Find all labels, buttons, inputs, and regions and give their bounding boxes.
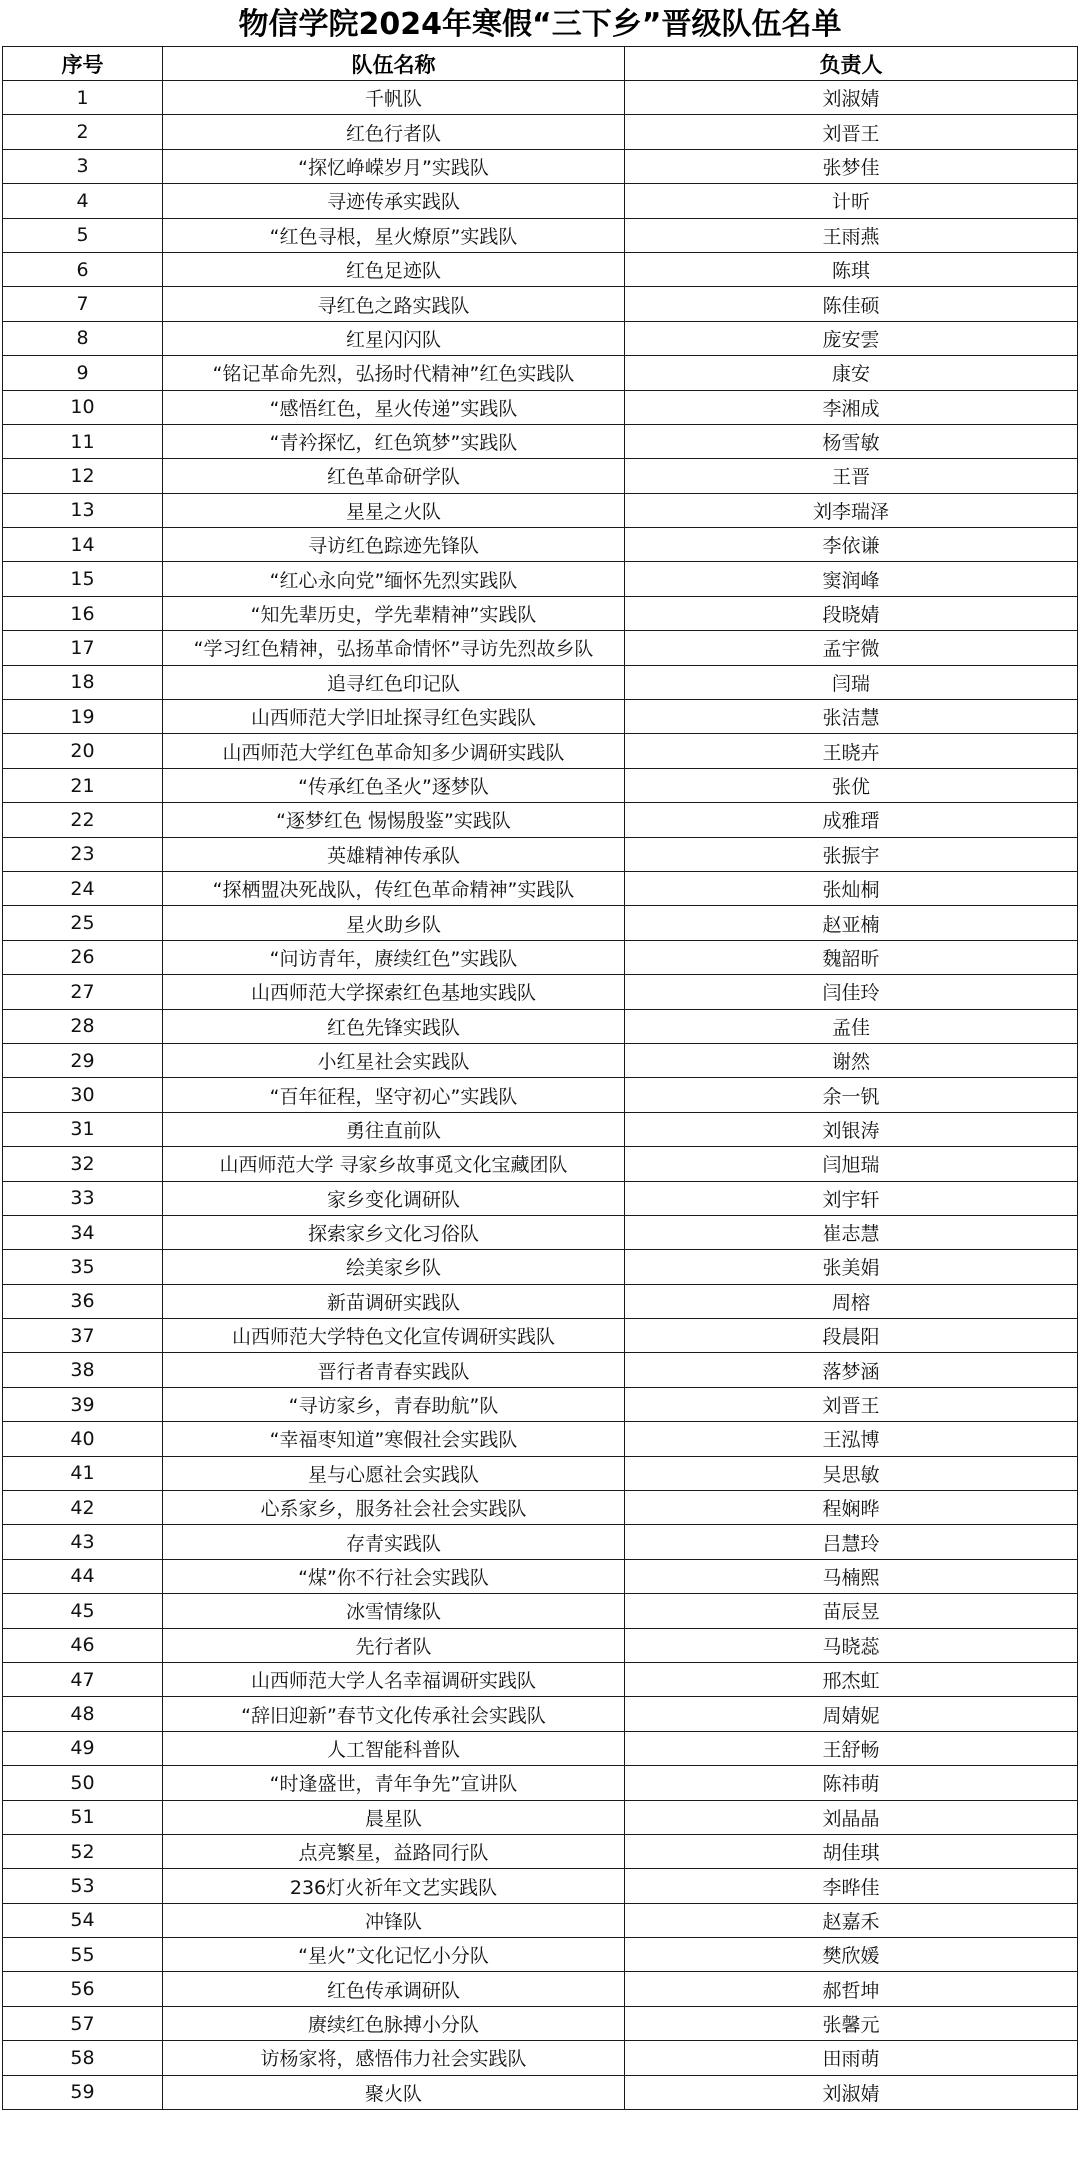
cell-index: 31 xyxy=(3,1112,163,1146)
table-row xyxy=(3,81,1078,115)
cell-leader: 刘晋王 xyxy=(625,1387,1078,1421)
page-title: 物信学院2024年寒假“三下乡”晋级队伍名单 xyxy=(238,7,842,42)
table-row xyxy=(3,390,1078,424)
cell-index: 23 xyxy=(3,837,163,871)
table-row xyxy=(3,1009,1078,1043)
cell-team-name: 千帆队 xyxy=(163,81,625,115)
table-row xyxy=(3,2075,1078,2109)
cell-index: 39 xyxy=(3,1387,163,1421)
cell-index: 26 xyxy=(3,940,163,974)
table-row xyxy=(3,287,1078,321)
table-row xyxy=(3,665,1078,699)
cell-leader: 计昕 xyxy=(625,184,1078,218)
cell-leader: 孟宇微 xyxy=(625,631,1078,665)
cell-leader: 田雨萌 xyxy=(625,2041,1078,2075)
table-row xyxy=(3,837,1078,871)
table-row xyxy=(3,700,1078,734)
cell-team-name: “煤”你不行社会实践队 xyxy=(163,1559,625,1593)
table-row xyxy=(3,115,1078,149)
table-row xyxy=(3,631,1078,665)
cell-leader: 刘宇轩 xyxy=(625,1181,1078,1215)
cell-team-name: “探忆峥嵘岁月”实践队 xyxy=(163,149,625,183)
cell-index: 7 xyxy=(3,287,163,321)
cell-leader: 苗辰昱 xyxy=(625,1594,1078,1628)
cell-leader: 庞安雲 xyxy=(625,321,1078,355)
cell-index: 24 xyxy=(3,871,163,905)
column-header-index: 序号 xyxy=(3,47,163,81)
cell-leader: 张优 xyxy=(625,768,1078,802)
cell-leader: 闫瑞 xyxy=(625,665,1078,699)
cell-leader: 谢然 xyxy=(625,1043,1078,1077)
cell-index: 30 xyxy=(3,1078,163,1112)
cell-index: 44 xyxy=(3,1559,163,1593)
cell-team-name: “星火”文化记忆小分队 xyxy=(163,1938,625,1972)
cell-team-name: “感悟红色，星火传递”实践队 xyxy=(163,390,625,424)
cell-index: 19 xyxy=(3,700,163,734)
cell-leader: 段晓婧 xyxy=(625,596,1078,630)
table-row xyxy=(3,1834,1078,1868)
cell-team-name: 236灯火祈年文艺实践队 xyxy=(163,1869,625,1903)
cell-index: 25 xyxy=(3,906,163,940)
cell-index: 59 xyxy=(3,2075,163,2109)
team-list-table xyxy=(2,46,1078,2110)
cell-index: 40 xyxy=(3,1422,163,1456)
cell-index: 49 xyxy=(3,1731,163,1765)
cell-team-name: 勇往直前队 xyxy=(163,1112,625,1146)
cell-leader: 窦润峰 xyxy=(625,562,1078,596)
cell-team-name: “时逢盛世，青年争先”宣讲队 xyxy=(163,1766,625,1800)
cell-team-name: 山西师范大学探索红色基地实践队 xyxy=(163,975,625,1009)
table-row xyxy=(3,218,1078,252)
table-row xyxy=(3,1112,1078,1146)
cell-index: 11 xyxy=(3,424,163,458)
cell-leader: 刘晶晶 xyxy=(625,1800,1078,1834)
cell-index: 17 xyxy=(3,631,163,665)
cell-team-name: 山西师范大学红色革命知多少调研实践队 xyxy=(163,734,625,768)
cell-team-name: “知先辈历史，学先辈精神”实践队 xyxy=(163,596,625,630)
cell-index: 55 xyxy=(3,1938,163,1972)
cell-leader: 张灿桐 xyxy=(625,871,1078,905)
table-row xyxy=(3,528,1078,562)
cell-team-name: 红色足迹队 xyxy=(163,252,625,286)
cell-team-name: 访杨家将，感悟伟力社会实践队 xyxy=(163,2041,625,2075)
cell-leader: 崔志慧 xyxy=(625,1215,1078,1249)
cell-leader: 李湘成 xyxy=(625,390,1078,424)
cell-team-name: 冲锋队 xyxy=(163,1903,625,1937)
cell-leader: 陈祎萌 xyxy=(625,1766,1078,1800)
cell-team-name: “铭记革命先烈，弘扬时代精神”红色实践队 xyxy=(163,356,625,390)
cell-leader: 吕慧玲 xyxy=(625,1525,1078,1559)
cell-leader: 樊欣媛 xyxy=(625,1938,1078,1972)
cell-leader: 周榕 xyxy=(625,1284,1078,1318)
cell-index: 12 xyxy=(3,459,163,493)
cell-leader: 张振宇 xyxy=(625,837,1078,871)
cell-index: 34 xyxy=(3,1215,163,1249)
table-row xyxy=(3,768,1078,802)
table-row xyxy=(3,493,1078,527)
table-row xyxy=(3,1594,1078,1628)
cell-leader: 闫旭瑞 xyxy=(625,1147,1078,1181)
cell-index: 22 xyxy=(3,803,163,837)
cell-index: 10 xyxy=(3,390,163,424)
cell-team-name: 红色革命研学队 xyxy=(163,459,625,493)
cell-team-name: 晋行者青春实践队 xyxy=(163,1353,625,1387)
cell-team-name: “百年征程，坚守初心”实践队 xyxy=(163,1078,625,1112)
table-row xyxy=(3,1869,1078,1903)
cell-team-name: 家乡变化调研队 xyxy=(163,1181,625,1215)
cell-team-name: “逐梦红色 惕惕殷鉴”实践队 xyxy=(163,803,625,837)
table-row xyxy=(3,1559,1078,1593)
cell-team-name: “传承红色圣火”逐梦队 xyxy=(163,768,625,802)
cell-team-name: 先行者队 xyxy=(163,1628,625,1662)
cell-team-name: “寻访家乡，青春助航”队 xyxy=(163,1387,625,1421)
cell-team-name: 星星之火队 xyxy=(163,493,625,527)
cell-index: 35 xyxy=(3,1250,163,1284)
cell-leader: 余一钒 xyxy=(625,1078,1078,1112)
cell-leader: 段晨阳 xyxy=(625,1319,1078,1353)
table-row xyxy=(3,1662,1078,1696)
cell-index: 16 xyxy=(3,596,163,630)
cell-team-name: 人工智能科普队 xyxy=(163,1731,625,1765)
cell-team-name: 山西师范大学旧址探寻红色实践队 xyxy=(163,700,625,734)
cell-index: 18 xyxy=(3,665,163,699)
cell-leader: 赵嘉禾 xyxy=(625,1903,1078,1937)
cell-index: 46 xyxy=(3,1628,163,1662)
table-row xyxy=(3,1147,1078,1181)
cell-leader: 刘银涛 xyxy=(625,1112,1078,1146)
cell-team-name: 寻访红色踪迹先锋队 xyxy=(163,528,625,562)
cell-team-name: 点亮繁星，益路同行队 xyxy=(163,1834,625,1868)
cell-leader: 陈琪 xyxy=(625,252,1078,286)
cell-index: 29 xyxy=(3,1043,163,1077)
cell-team-name: 聚火队 xyxy=(163,2075,625,2109)
cell-team-name: 红色先锋实践队 xyxy=(163,1009,625,1043)
cell-team-name: 寻迹传承实践队 xyxy=(163,184,625,218)
cell-index: 53 xyxy=(3,1869,163,1903)
cell-leader: 刘晋王 xyxy=(625,115,1078,149)
cell-index: 54 xyxy=(3,1903,163,1937)
cell-leader: 郝哲坤 xyxy=(625,1972,1078,2006)
table-row xyxy=(3,2041,1078,2075)
cell-leader: 赵亚楠 xyxy=(625,906,1078,940)
cell-team-name: “辞旧迎新”春节文化传承社会实践队 xyxy=(163,1697,625,1731)
cell-leader: 周婧妮 xyxy=(625,1697,1078,1731)
cell-leader: 王雨燕 xyxy=(625,218,1078,252)
cell-team-name: “问访青年，赓续红色”实践队 xyxy=(163,940,625,974)
cell-leader: 吴思敏 xyxy=(625,1456,1078,1490)
table-body xyxy=(3,81,1078,2110)
table-row xyxy=(3,803,1078,837)
cell-leader: 李晔佳 xyxy=(625,1869,1078,1903)
table-row xyxy=(3,1353,1078,1387)
cell-team-name: “幸福枣知道”寒假社会实践队 xyxy=(163,1422,625,1456)
table-row xyxy=(3,424,1078,458)
cell-leader: 胡佳琪 xyxy=(625,1834,1078,1868)
table-row xyxy=(3,1972,1078,2006)
cell-team-name: “学习红色精神，弘扬革命情怀”寻访先烈故乡队 xyxy=(163,631,625,665)
table-row xyxy=(3,1766,1078,1800)
cell-leader: 王舒畅 xyxy=(625,1731,1078,1765)
cell-index: 50 xyxy=(3,1766,163,1800)
cell-team-name: 寻红色之路实践队 xyxy=(163,287,625,321)
table-row xyxy=(3,562,1078,596)
cell-index: 58 xyxy=(3,2041,163,2075)
cell-leader: 马晓蕊 xyxy=(625,1628,1078,1662)
table-row xyxy=(3,871,1078,905)
cell-leader: 刘淑婧 xyxy=(625,81,1078,115)
cell-team-name: 新苗调研实践队 xyxy=(163,1284,625,1318)
cell-team-name: 心系家乡，服务社会社会实践队 xyxy=(163,1491,625,1525)
table-row xyxy=(3,1697,1078,1731)
table-row xyxy=(3,1456,1078,1490)
cell-index: 9 xyxy=(3,356,163,390)
cell-leader: 张洁慧 xyxy=(625,700,1078,734)
cell-index: 38 xyxy=(3,1353,163,1387)
cell-leader: 邢杰虹 xyxy=(625,1662,1078,1696)
cell-index: 43 xyxy=(3,1525,163,1559)
cell-index: 37 xyxy=(3,1319,163,1353)
table-row xyxy=(3,184,1078,218)
cell-index: 1 xyxy=(3,81,163,115)
table-row xyxy=(3,321,1078,355)
table-row xyxy=(3,1422,1078,1456)
cell-index: 57 xyxy=(3,2006,163,2040)
cell-index: 2 xyxy=(3,115,163,149)
cell-index: 8 xyxy=(3,321,163,355)
cell-team-name: 探索家乡文化习俗队 xyxy=(163,1215,625,1249)
cell-index: 52 xyxy=(3,1834,163,1868)
cell-team-name: 红星闪闪队 xyxy=(163,321,625,355)
column-header-team-name: 队伍名称 xyxy=(163,47,625,81)
table-row xyxy=(3,1525,1078,1559)
table-row xyxy=(3,149,1078,183)
cell-team-name: 小红星社会实践队 xyxy=(163,1043,625,1077)
table-row xyxy=(3,1181,1078,1215)
cell-index: 48 xyxy=(3,1697,163,1731)
cell-index: 56 xyxy=(3,1972,163,2006)
table-header-row xyxy=(3,47,1078,81)
cell-team-name: 存青实践队 xyxy=(163,1525,625,1559)
table-row xyxy=(3,1800,1078,1834)
cell-index: 14 xyxy=(3,528,163,562)
cell-team-name: 星与心愿社会实践队 xyxy=(163,1456,625,1490)
table-row xyxy=(3,252,1078,286)
cell-index: 13 xyxy=(3,493,163,527)
cell-index: 6 xyxy=(3,252,163,286)
table-row xyxy=(3,906,1078,940)
cell-team-name: 红色传承调研队 xyxy=(163,1972,625,2006)
cell-team-name: 英雄精神传承队 xyxy=(163,837,625,871)
cell-team-name: 山西师范大学人名幸福调研实践队 xyxy=(163,1662,625,1696)
cell-leader: 杨雪敏 xyxy=(625,424,1078,458)
cell-index: 28 xyxy=(3,1009,163,1043)
cell-leader: 陈佳硕 xyxy=(625,287,1078,321)
cell-index: 15 xyxy=(3,562,163,596)
table-row xyxy=(3,459,1078,493)
cell-index: 42 xyxy=(3,1491,163,1525)
cell-team-name: 山西师范大学特色文化宣传调研实践队 xyxy=(163,1319,625,1353)
table-row xyxy=(3,356,1078,390)
table-row xyxy=(3,1215,1078,1249)
cell-leader: 康安 xyxy=(625,356,1078,390)
table-row xyxy=(3,734,1078,768)
cell-team-name: 追寻红色印记队 xyxy=(163,665,625,699)
table-row xyxy=(3,975,1078,1009)
cell-leader: 王晓卉 xyxy=(625,734,1078,768)
cell-leader: 闫佳玲 xyxy=(625,975,1078,1009)
table-row xyxy=(3,1043,1078,1077)
cell-leader: 程娴晔 xyxy=(625,1491,1078,1525)
cell-team-name: “红心永向党”缅怀先烈实践队 xyxy=(163,562,625,596)
cell-team-name: 冰雪情缘队 xyxy=(163,1594,625,1628)
cell-team-name: “青衿探忆，红色筑梦”实践队 xyxy=(163,424,625,458)
cell-team-name: “探栖盟决死战队，传红色革命精神”实践队 xyxy=(163,871,625,905)
cell-index: 20 xyxy=(3,734,163,768)
cell-team-name: 星火助乡队 xyxy=(163,906,625,940)
cell-leader: 成雅瑨 xyxy=(625,803,1078,837)
cell-leader: 张梦佳 xyxy=(625,149,1078,183)
table-row xyxy=(3,1284,1078,1318)
cell-index: 27 xyxy=(3,975,163,1009)
cell-leader: 孟佳 xyxy=(625,1009,1078,1043)
column-header-leader: 负责人 xyxy=(625,47,1078,81)
cell-index: 36 xyxy=(3,1284,163,1318)
table-row xyxy=(3,1250,1078,1284)
table-row xyxy=(3,1387,1078,1421)
cell-index: 45 xyxy=(3,1594,163,1628)
cell-index: 47 xyxy=(3,1662,163,1696)
cell-team-name: “红色寻根，星火燎原”实践队 xyxy=(163,218,625,252)
cell-team-name: 赓续红色脉搏小分队 xyxy=(163,2006,625,2040)
cell-leader: 魏韶昕 xyxy=(625,940,1078,974)
cell-leader: 王晋 xyxy=(625,459,1078,493)
cell-index: 21 xyxy=(3,768,163,802)
cell-index: 4 xyxy=(3,184,163,218)
cell-team-name: 山西师范大学 寻家乡故事觅文化宝藏团队 xyxy=(163,1147,625,1181)
cell-index: 33 xyxy=(3,1181,163,1215)
cell-leader: 马楠熙 xyxy=(625,1559,1078,1593)
cell-index: 32 xyxy=(3,1147,163,1181)
cell-leader: 王泓博 xyxy=(625,1422,1078,1456)
cell-leader: 刘淑婧 xyxy=(625,2075,1078,2109)
cell-team-name: 绘美家乡队 xyxy=(163,1250,625,1284)
table-row xyxy=(3,596,1078,630)
table-row xyxy=(3,1491,1078,1525)
cell-team-name: 晨星队 xyxy=(163,1800,625,1834)
table-row xyxy=(3,1903,1078,1937)
table-row xyxy=(3,1078,1078,1112)
cell-index: 51 xyxy=(3,1800,163,1834)
table-row xyxy=(3,940,1078,974)
table-row xyxy=(3,2006,1078,2040)
table-row xyxy=(3,1319,1078,1353)
cell-leader: 李依谦 xyxy=(625,528,1078,562)
cell-leader: 张美娟 xyxy=(625,1250,1078,1284)
table-row xyxy=(3,1628,1078,1662)
table-row xyxy=(3,1938,1078,1972)
cell-leader: 张馨元 xyxy=(625,2006,1078,2040)
cell-leader: 刘李瑞泽 xyxy=(625,493,1078,527)
cell-leader: 落梦涵 xyxy=(625,1353,1078,1387)
cell-index: 3 xyxy=(3,149,163,183)
table-row xyxy=(3,1731,1078,1765)
cell-index: 5 xyxy=(3,218,163,252)
cell-index: 41 xyxy=(3,1456,163,1490)
cell-team-name: 红色行者队 xyxy=(163,115,625,149)
